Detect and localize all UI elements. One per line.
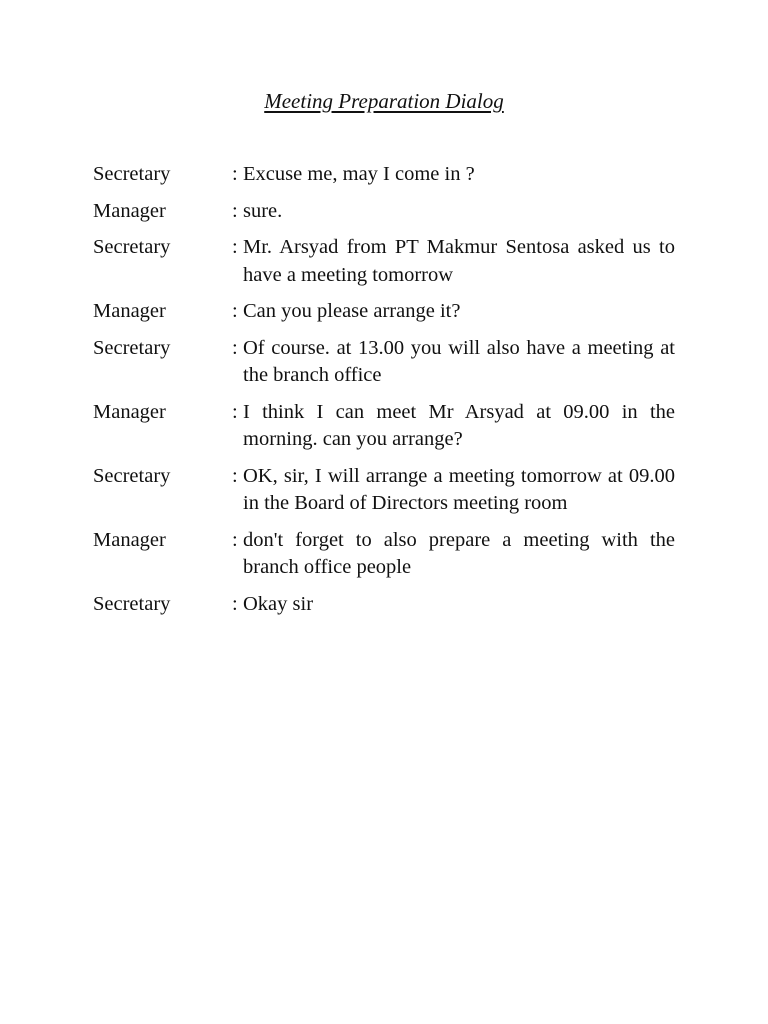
speaker-label: Manager	[93, 400, 166, 423]
dialog-line-1	[93, 161, 675, 189]
dialog-text: Excuse me, may I come in ?	[243, 163, 475, 185]
speaker-label: Secretary	[93, 592, 171, 615]
dialog-text: Of course. at 13.00 you will also have a meeting at the branch office	[243, 336, 675, 386]
dialog-line-8	[93, 527, 675, 582]
dialog-text: Okay sir	[243, 592, 314, 615]
dialog-text: I think I can meet Mr Arsyad at 09.00 in the morning. can you arrange?	[243, 400, 675, 450]
speaker-label: Secretary	[93, 236, 171, 258]
dialog-text: don't forget to also prepare a meeting with the branch office people	[243, 528, 675, 578]
speaker-label: Manager	[93, 199, 166, 222]
colon-separator: :	[232, 300, 238, 322]
colon-separator: :	[232, 528, 238, 551]
dialog-line-3	[93, 234, 675, 289]
dialog-transcript	[93, 161, 675, 627]
page-title: Meeting Preparation Dialog	[264, 89, 504, 113]
dialog-text: sure.	[243, 199, 283, 222]
speaker-label: Secretary	[93, 163, 171, 185]
colon-separator: :	[232, 464, 238, 487]
speaker-label: Manager	[93, 300, 166, 322]
dialog-line-4	[93, 298, 675, 326]
dialog-text: Mr. Arsyad from PT Makmur Sentosa asked us to have a meeting tomorrow	[243, 236, 675, 286]
colon-separator: :	[232, 592, 238, 615]
colon-separator: :	[232, 199, 238, 222]
speaker-label: Secretary	[93, 464, 171, 487]
colon-separator: :	[232, 336, 238, 359]
colon-separator: :	[232, 400, 238, 423]
colon-separator: :	[232, 163, 238, 185]
dialog-text: OK, sir, I will arrange a meeting tomorrow at 09.00 in the Board of Directors meeting room	[243, 464, 675, 514]
dialog-text: Can you please arrange it?	[243, 300, 461, 322]
colon-separator: :	[232, 236, 238, 258]
speaker-label: Manager	[93, 528, 166, 551]
dialog-line-2	[93, 198, 675, 226]
dialog-line-5	[93, 335, 675, 390]
dialog-line-6	[93, 399, 675, 454]
dialog-line-9	[93, 591, 675, 619]
speaker-label: Secretary	[93, 336, 171, 359]
dialog-line-7	[93, 463, 675, 518]
